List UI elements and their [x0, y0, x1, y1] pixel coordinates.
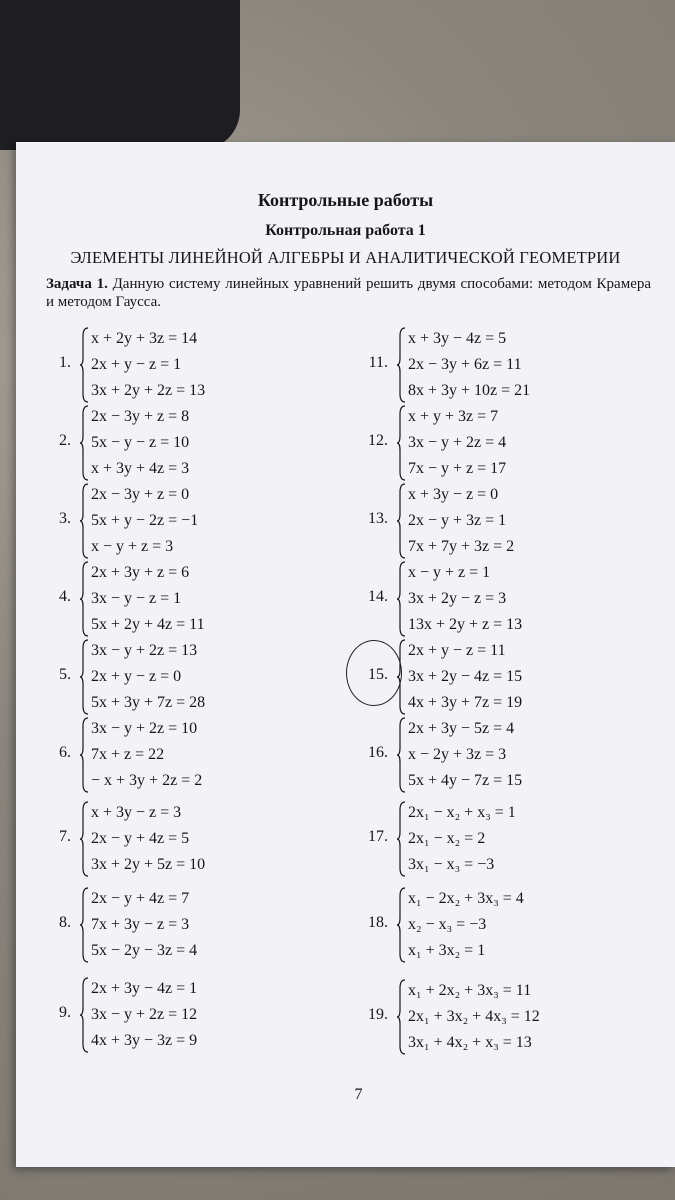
- equation: x + 3y + 4z = 3: [91, 460, 190, 477]
- equation-system: [91, 638, 291, 716]
- equation: 8x + 3y + 10z = 21: [408, 382, 531, 399]
- system-brace-icon: [79, 404, 89, 482]
- variant-number: 6.: [59, 744, 71, 761]
- system-brace-icon: [79, 800, 89, 878]
- system-brace-icon: [396, 800, 406, 878]
- variant-number: 13.: [368, 510, 388, 527]
- equation: x − 2y + 3z = 3: [408, 746, 507, 763]
- equation: x₁ − 2x₂ + 3x₃ = 4: [408, 890, 524, 907]
- equation-system: [91, 716, 291, 794]
- variant-number: 16.: [368, 744, 388, 761]
- variant-number: 2.: [59, 432, 71, 449]
- variant-number: 17.: [368, 828, 388, 845]
- equation: x₁ + 2x₂ + 3x₃ = 11: [408, 982, 532, 999]
- equation-system: [91, 976, 291, 1054]
- equation: x + 3y − z = 0: [408, 486, 499, 503]
- variant-number: 4.: [59, 588, 71, 605]
- equation: x + 3y − 4z = 5: [408, 330, 507, 347]
- equation: 2x + 3y + z = 6: [91, 564, 190, 581]
- equation: 5x + y − 2z = −1: [91, 512, 199, 529]
- variant-number: 11.: [368, 354, 388, 371]
- equation-system: [91, 560, 291, 638]
- system-brace-icon: [79, 638, 89, 716]
- equation-system: [408, 978, 608, 1056]
- equation-system: [91, 404, 291, 482]
- equation: 2x + 3y − 4z = 1: [91, 980, 198, 997]
- equation: 5x + 3y + 7z = 28: [91, 694, 206, 711]
- task-text: Данную систему линейных уравнений решить двумя способами: методом Крамера и методом Гаусса.: [46, 276, 652, 310]
- equation: 2x − 3y + 6z = 11: [408, 356, 522, 373]
- equation-system: [408, 326, 608, 404]
- equation: − x + 3y + 2z = 2: [91, 772, 203, 789]
- system-brace-icon: [396, 404, 406, 482]
- equation-system: [408, 638, 608, 716]
- equation-system: [91, 326, 291, 404]
- system-brace-icon: [79, 326, 89, 404]
- equation: 4x + 3y + 7z = 19: [408, 694, 523, 711]
- variant-number: 3.: [59, 510, 71, 527]
- system-brace-icon: [79, 482, 89, 560]
- equation: 2x + y − z = 1: [91, 356, 182, 373]
- equation: x + 3y − z = 3: [91, 804, 182, 821]
- variant-number: 14.: [368, 588, 388, 605]
- equation: 2x − y + 4z = 5: [91, 830, 190, 847]
- equation: 2x − 3y + z = 8: [91, 408, 190, 425]
- variant-number: 18.: [368, 914, 388, 931]
- equation: 2x − y + 3z = 1: [408, 512, 507, 529]
- equation: x − y + z = 3: [91, 538, 174, 555]
- equation-system: [91, 800, 291, 878]
- page-title: Контрольные работы: [257, 190, 434, 210]
- task-label: Задача 1.: [46, 276, 108, 292]
- page-number: 7: [354, 1086, 363, 1103]
- equation-system: [408, 716, 608, 794]
- equation: 7x + 3y − z = 3: [91, 916, 190, 933]
- task-statement: [46, 275, 651, 311]
- equation-system: [408, 886, 608, 964]
- dark-object-corner: [0, 0, 240, 150]
- equation: 3x + 2y − z = 3: [408, 590, 507, 607]
- equation-system: [408, 482, 608, 560]
- equation-system: [91, 886, 291, 964]
- system-brace-icon: [79, 560, 89, 638]
- book-page: [16, 142, 675, 1167]
- system-brace-icon: [396, 326, 406, 404]
- variant-number: 12.: [368, 432, 388, 449]
- equation: 3x − y + 2z = 13: [91, 642, 198, 659]
- equation: 2x + y − z = 11: [408, 642, 506, 659]
- equation: 2x₁ + 3x₂ + 4x₃ = 12: [408, 1008, 540, 1025]
- equation: x₁ + 3x₂ = 1: [408, 942, 486, 959]
- section-heading: ЭЛЕМЕНТЫ ЛИНЕЙНОЙ АЛГЕБРЫ И АНАЛИТИЧЕСКОЙ ГЕОМЕТРИИ: [70, 248, 621, 267]
- system-brace-icon: [79, 716, 89, 794]
- equation: 3x + 2y − 4z = 15: [408, 668, 523, 685]
- variant-number: 9.: [59, 1004, 71, 1021]
- equation: 3x − y + 2z = 10: [91, 720, 198, 737]
- system-brace-icon: [396, 886, 406, 964]
- system-brace-icon: [396, 716, 406, 794]
- equation: 5x + 2y + 4z = 11: [91, 616, 205, 633]
- page-subtitle: Контрольная работа 1: [265, 222, 426, 239]
- system-brace-icon: [396, 978, 406, 1056]
- equation: 13x + 2y + z = 13: [408, 616, 523, 633]
- equation: 7x + z = 22: [91, 746, 165, 763]
- equation: 3x − y + 2z = 4: [408, 434, 507, 451]
- equation: 3x − y − z = 1: [91, 590, 182, 607]
- variant-number: 19.: [368, 1006, 388, 1023]
- equation: x + y + 3z = 7: [408, 408, 499, 425]
- variant-number: 7.: [59, 828, 71, 845]
- equation: 7x − y + z = 17: [408, 460, 507, 477]
- equation-system: [91, 482, 291, 560]
- equation: 3x₁ + 4x₂ + x₃ = 13: [408, 1034, 532, 1051]
- system-brace-icon: [79, 976, 89, 1054]
- system-brace-icon: [79, 886, 89, 964]
- equation: x + 2y + 3z = 14: [91, 330, 198, 347]
- equation: 2x + y − z = 0: [91, 668, 182, 685]
- equation: 7x + 7y + 3z = 2: [408, 538, 515, 555]
- variant-number: 8.: [59, 914, 71, 931]
- equation: 5x − y − z = 10: [91, 434, 190, 451]
- equation: 2x − y + 4z = 7: [91, 890, 190, 907]
- system-brace-icon: [396, 560, 406, 638]
- equation: 2x − 3y + z = 0: [91, 486, 190, 503]
- equation: 3x₁ − x₃ = −3: [408, 856, 495, 873]
- handwritten-circle-mark: [346, 640, 402, 706]
- variant-number: 15.: [368, 666, 388, 683]
- equation: 3x − y + 2z = 12: [91, 1006, 198, 1023]
- equation: x − y + z = 1: [408, 564, 491, 581]
- variant-number: 5.: [59, 666, 71, 683]
- equation-system: [408, 404, 608, 482]
- equation-system: [408, 560, 608, 638]
- variant-number: 1.: [59, 354, 71, 371]
- equation: 2x₁ − x₂ = 2: [408, 830, 486, 847]
- equation: 2x₁ − x₂ + x₃ = 1: [408, 804, 516, 821]
- equation: 3x + 2y + 2z = 13: [91, 382, 206, 399]
- equation: x₂ − x₃ = −3: [408, 916, 487, 933]
- equation: 5x − 2y − 3z = 4: [91, 942, 198, 959]
- equation: 4x + 3y − 3z = 9: [91, 1032, 198, 1049]
- equation: 5x + 4y − 7z = 15: [408, 772, 523, 789]
- equation: 2x + 3y − 5z = 4: [408, 720, 515, 737]
- system-brace-icon: [396, 482, 406, 560]
- equation: 3x + 2y + 5z = 10: [91, 856, 206, 873]
- equation-system: [408, 800, 608, 878]
